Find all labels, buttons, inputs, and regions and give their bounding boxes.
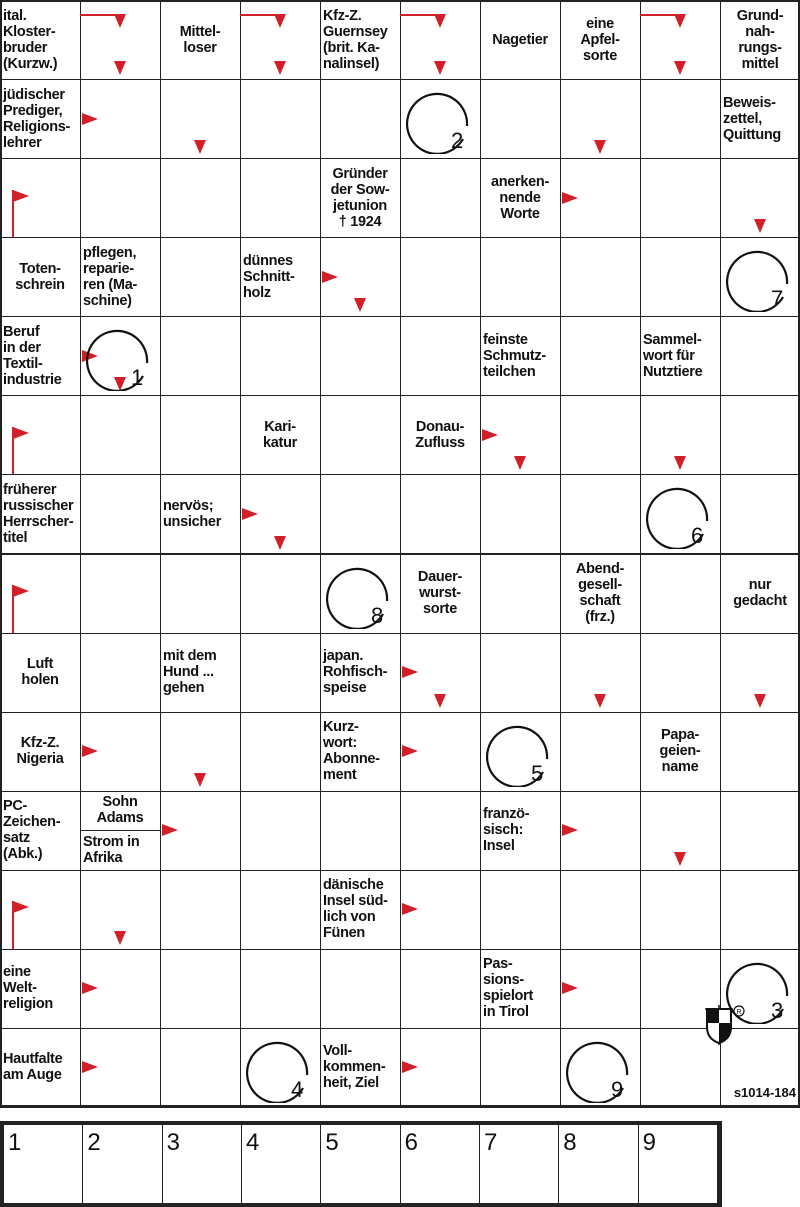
- clue-cell: Luft holen: [21, 656, 59, 689]
- solution-box-number: 4: [245, 1129, 260, 1156]
- grid-cell[interactable]: [720, 474, 800, 554]
- grid-cell[interactable]: [240, 316, 321, 396]
- split-clue-top: Sohn Adams: [96, 794, 144, 827]
- down-arrow-marker: [114, 931, 126, 945]
- clue-cell: Kfz-Z. Nigeria: [16, 735, 64, 768]
- grid-cell[interactable]: [400, 474, 481, 554]
- svg-text:R: R: [736, 1009, 742, 1016]
- clue-cell: früherer russischer Herrscher- titel: [3, 481, 74, 546]
- grid-cell[interactable]: [320, 474, 401, 554]
- solution-box[interactable]: [480, 1125, 559, 1203]
- clue-cell: ital. Kloster- bruder (Kurzw.): [3, 7, 58, 72]
- split-clue-cell: [80, 791, 160, 870]
- down-arrow-marker: [194, 140, 206, 154]
- circle-number: 9: [611, 1076, 624, 1102]
- clue-cell: PC- Zeichen- satz (Abk.): [3, 798, 61, 863]
- solution-box[interactable]: [559, 1125, 638, 1203]
- down-arrow-marker: [434, 694, 446, 708]
- grid-cell[interactable]: [560, 712, 641, 792]
- clue-cell: Beruf in der Textil- industrie: [3, 323, 62, 388]
- solution-box-number: 5: [325, 1129, 339, 1156]
- clue-cell: Hautfalte am Auge: [3, 1051, 63, 1084]
- clue-cell: Nagetier: [492, 31, 548, 48]
- solution-box[interactable]: [4, 1125, 83, 1203]
- down-arrow-marker: [674, 456, 686, 470]
- down-arrow-marker: [754, 219, 766, 233]
- down-arrow-marker: [434, 61, 446, 75]
- grid-cell[interactable]: [560, 395, 641, 475]
- grid-cell[interactable]: [240, 870, 321, 950]
- down-arrow-marker: [354, 298, 366, 312]
- grid-cell[interactable]: [160, 949, 241, 1029]
- grid-cell[interactable]: [560, 870, 641, 950]
- grid-cell[interactable]: [480, 237, 561, 317]
- right-arrow-marker: [13, 901, 29, 913]
- clue-cell: Voll- kommen- heit, Ziel: [323, 1043, 386, 1092]
- grid-cell[interactable]: [720, 791, 800, 871]
- grid-cell[interactable]: [640, 158, 721, 238]
- solution-box[interactable]: [242, 1125, 321, 1203]
- circle-number: 2: [451, 128, 464, 154]
- solution-circle[interactable]: [565, 1033, 635, 1103]
- clue-cell: Sammel- wort für Nutztiere: [643, 331, 703, 380]
- right-arrow-marker: [562, 824, 578, 836]
- solution-circle[interactable]: [85, 321, 155, 391]
- solution-circle[interactable]: [245, 1033, 315, 1103]
- right-arrow-marker: [13, 585, 29, 597]
- grid-cell[interactable]: [240, 79, 321, 159]
- grid-cell[interactable]: [160, 1028, 241, 1108]
- circle-number: 5: [531, 760, 544, 786]
- clue-cell: franzö- sisch: Insel: [483, 806, 530, 855]
- grid-cell[interactable]: [640, 79, 721, 159]
- down-arrow-marker: [114, 14, 126, 28]
- clue-cell: jüdischer Prediger, Religions- lehrer: [3, 86, 71, 151]
- right-arrow-marker: [82, 1061, 98, 1073]
- grid-cell[interactable]: [80, 395, 161, 475]
- clue-cell: nur gedacht: [733, 577, 787, 610]
- solution-circle[interactable]: [485, 717, 555, 787]
- grid-cell[interactable]: [480, 554, 561, 634]
- clue-cell: Kari- katur: [263, 418, 297, 451]
- grid-cell[interactable]: [640, 633, 721, 713]
- grid-cell[interactable]: [320, 791, 401, 871]
- solution-box[interactable]: [639, 1125, 718, 1203]
- circle-number: 7: [771, 286, 784, 312]
- clue-cell: Kurz- wort: Abonne- ment: [323, 719, 380, 784]
- grid-cell[interactable]: [480, 870, 561, 950]
- grid-cell[interactable]: [240, 633, 321, 713]
- solution-circle[interactable]: [645, 479, 715, 549]
- grid-cell[interactable]: [640, 870, 721, 950]
- right-arrow-marker: [402, 903, 418, 915]
- grid-cell[interactable]: [560, 474, 641, 554]
- grid-cell[interactable]: [80, 474, 161, 554]
- publisher-shield-logo: [705, 1005, 747, 1050]
- grid-cell[interactable]: [160, 395, 241, 475]
- down-arrow-marker: [594, 140, 606, 154]
- clue-cell: eine Welt- religion: [3, 964, 53, 1013]
- grid-cell[interactable]: [720, 712, 800, 792]
- grid-cell[interactable]: [560, 316, 641, 396]
- grid-cell[interactable]: [320, 316, 401, 396]
- solution-box-number: 3: [166, 1129, 181, 1156]
- circle-number: 4: [291, 1076, 304, 1102]
- down-arrow-marker: [514, 456, 526, 470]
- solution-box[interactable]: [401, 1125, 480, 1203]
- down-arrow-marker: [594, 694, 606, 708]
- right-arrow-marker: [82, 113, 98, 125]
- clue-cell: dänische Insel süd- lich von Fünen: [323, 877, 388, 942]
- grid-cell[interactable]: [480, 474, 561, 554]
- clue-cell: Kfz-Z. Guernsey (brit. Ka- nalinsel): [323, 7, 388, 72]
- grid-cell[interactable]: [720, 395, 800, 475]
- grid-cell[interactable]: [400, 949, 481, 1029]
- right-arrow-marker: [562, 192, 578, 204]
- down-arrow-marker: [194, 773, 206, 787]
- solution-circle[interactable]: [325, 559, 395, 629]
- down-arrow-marker: [274, 14, 286, 28]
- grid-cell[interactable]: [240, 158, 321, 238]
- right-arrow-marker: [82, 982, 98, 994]
- split-clue-bottom: Strom in Afrika: [83, 834, 140, 866]
- grid-cell[interactable]: [560, 237, 641, 317]
- right-arrow-marker: [13, 190, 29, 202]
- solution-row: [0, 1121, 722, 1207]
- grid-cell[interactable]: [320, 79, 401, 159]
- grid-cell[interactable]: [400, 237, 481, 317]
- grid-cell[interactable]: [720, 316, 800, 396]
- grid-cell[interactable]: [240, 554, 321, 634]
- grid-cell[interactable]: [240, 791, 321, 871]
- circle-number: 1: [131, 365, 144, 391]
- clue-cell: Gründer der Sow- jetunion † 1924: [330, 165, 390, 230]
- grid-cell[interactable]: [400, 316, 481, 396]
- grid-cell[interactable]: [80, 633, 161, 713]
- solution-box-number: 7: [483, 1129, 498, 1156]
- grid-cell[interactable]: [400, 158, 481, 238]
- down-arrow-marker: [674, 852, 686, 866]
- grid-cell[interactable]: [240, 712, 321, 792]
- circle-number: 3: [771, 997, 784, 1023]
- solution-box[interactable]: [321, 1125, 400, 1203]
- circle-number: 6: [691, 523, 704, 549]
- solution-box-number: 9: [642, 1129, 656, 1156]
- grid-cell[interactable]: [480, 633, 561, 713]
- grid-cell[interactable]: [240, 949, 321, 1029]
- grid-cell[interactable]: [320, 395, 401, 475]
- down-arrow-marker: [274, 61, 286, 75]
- clue-cell: Donau- Zufluss: [415, 418, 465, 451]
- right-arrow-marker: [13, 427, 29, 439]
- clue-cell: feinste Schmutz- teilchen: [483, 331, 546, 380]
- grid-cell[interactable]: [160, 237, 241, 317]
- clue-cell: Mittel- loser: [179, 23, 221, 56]
- clue-cell: mit dem Hund ... gehen: [163, 648, 217, 697]
- grid-cell[interactable]: [480, 1028, 561, 1108]
- clue-cell: Dauer- wurst- sorte: [417, 569, 463, 618]
- right-arrow-marker: [242, 508, 258, 520]
- clue-cell: Abend- gesell- schaft (frz.): [575, 561, 625, 626]
- right-arrow-marker: [402, 1061, 418, 1073]
- down-arrow-marker: [754, 694, 766, 708]
- grid-cell[interactable]: [640, 237, 721, 317]
- right-arrow-marker: [402, 666, 418, 678]
- grid-cell[interactable]: [320, 949, 401, 1029]
- grid-cell[interactable]: [160, 554, 241, 634]
- clue-cell: Pas- sions- spielort in Tirol: [483, 956, 533, 1021]
- down-arrow-marker: [674, 61, 686, 75]
- right-arrow-marker: [82, 745, 98, 757]
- solution-box[interactable]: [163, 1125, 242, 1203]
- right-arrow-marker: [482, 429, 498, 441]
- grid-cell[interactable]: [160, 158, 241, 238]
- solution-box-number: 6: [404, 1129, 418, 1156]
- grid-cell[interactable]: [720, 870, 800, 950]
- solution-circle[interactable]: [725, 242, 795, 312]
- clue-cell: eine Apfel- sorte: [580, 15, 620, 64]
- grid-cell[interactable]: [400, 791, 481, 871]
- clue-cell: nervös; unsicher: [163, 497, 222, 530]
- down-arrow-marker: [434, 14, 446, 28]
- clue-cell: Papa- geien- name: [659, 727, 701, 776]
- solution-box-number: 1: [8, 1129, 22, 1156]
- clue-cell: Grund- nah- rungs- mittel: [736, 7, 784, 72]
- right-arrow-marker: [322, 271, 338, 283]
- down-arrow-marker: [674, 14, 686, 28]
- down-arrow-marker: [274, 536, 286, 550]
- right-arrow-marker: [402, 745, 418, 757]
- grid-cell[interactable]: [80, 554, 161, 634]
- solution-box[interactable]: [83, 1125, 162, 1203]
- clue-cell: Toten- schrein: [15, 260, 65, 293]
- solution-circle[interactable]: [405, 84, 475, 154]
- down-arrow-marker: [114, 61, 126, 75]
- grid-cell[interactable]: [80, 158, 161, 238]
- clue-cell: dünnes Schnitt- holz: [243, 252, 295, 301]
- clue-cell: japan. Rohfisch- speise: [323, 648, 388, 697]
- grid-cell[interactable]: [160, 870, 241, 950]
- clue-cell: anerken- nende Worte: [490, 173, 550, 222]
- right-arrow-marker: [562, 982, 578, 994]
- grid-cell[interactable]: [160, 316, 241, 396]
- right-arrow-marker: [162, 824, 178, 836]
- circle-number: 8: [371, 602, 384, 628]
- grid-cell[interactable]: [480, 79, 561, 159]
- grid-cell[interactable]: [640, 554, 721, 634]
- solution-box-number: 2: [87, 1129, 101, 1156]
- puzzle-code: s1014-184: [733, 1085, 796, 1100]
- clue-cell: Beweis- zettel, Quittung: [723, 94, 781, 143]
- solution-box-number: 8: [563, 1129, 577, 1156]
- clue-cell: pflegen, reparie- ren (Ma- schine): [83, 244, 137, 309]
